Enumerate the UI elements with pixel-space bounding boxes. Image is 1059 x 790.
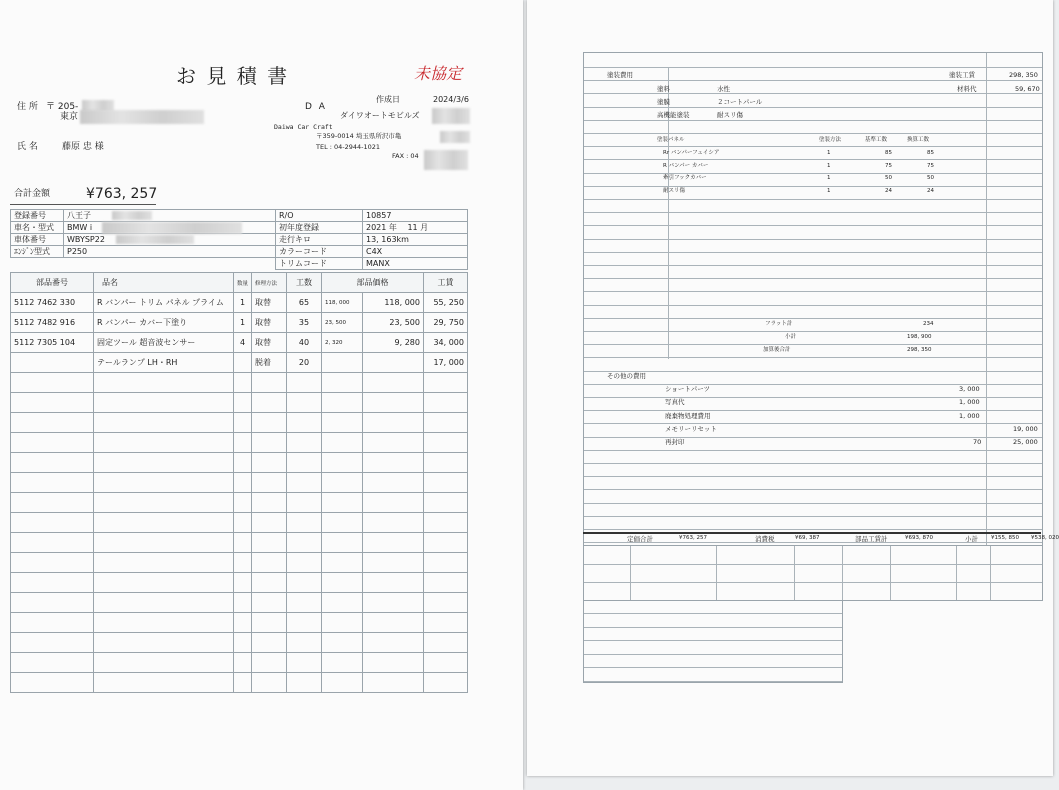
totals-value: ¥693, 870 — [905, 535, 933, 541]
part-number-cell — [11, 513, 94, 533]
labor-cell — [423, 393, 467, 413]
col-method: 修理方法 — [252, 273, 287, 293]
panel-col-method: 塗装方法 — [819, 137, 842, 143]
part-price-cell — [363, 613, 424, 633]
part-number-cell — [11, 673, 94, 693]
method-cell: 脱着 — [252, 353, 287, 373]
panel-method: 1 — [827, 187, 831, 194]
method-cell — [252, 653, 287, 673]
method-cell — [252, 493, 287, 513]
coat-label: 塗膜 — [657, 98, 670, 106]
postal-code: 〒 205- — [46, 102, 79, 112]
company-english-name: Daiwa Car Craft — [274, 123, 333, 131]
part-number-cell — [11, 413, 94, 433]
company-address: 〒359-0014 埼玉県所沢市亀 — [316, 132, 402, 140]
parts-row-empty — [11, 473, 468, 493]
date-value: 2024/3/6 — [433, 95, 469, 104]
part-number-cell — [11, 613, 94, 633]
item-name-cell: テールランプ LH・RH — [94, 353, 234, 373]
paint-section-label: 塗装費用 — [607, 71, 633, 79]
method-cell — [252, 553, 287, 573]
qty-cell — [234, 613, 252, 633]
col-hours: 工数 — [287, 273, 322, 293]
parts-row — [11, 293, 468, 313]
unit-price-cell — [322, 473, 363, 493]
labor-cell — [423, 533, 467, 553]
hours-cell — [287, 493, 322, 513]
vehicle-label: 初年度登録 — [276, 222, 363, 234]
method-cell — [252, 573, 287, 593]
unit-price-cell — [322, 633, 363, 653]
panel-converted-hours: 85 — [927, 150, 934, 156]
method-cell — [252, 413, 287, 433]
labor-cell: 17, 000 — [423, 353, 467, 373]
qty-cell — [234, 653, 252, 673]
part-number-cell — [11, 453, 94, 473]
company-fax: FAX : 04 — [392, 152, 419, 160]
parts-table — [10, 272, 468, 693]
high-function-value: 耐スリ傷 — [717, 111, 743, 119]
part-price-cell — [363, 353, 424, 373]
redacted-company — [432, 108, 470, 124]
hours-cell — [287, 413, 322, 433]
method-cell: 取替 — [252, 293, 287, 313]
paint-labor-value: 298, 350 — [1009, 71, 1038, 79]
labor-cell — [423, 373, 467, 393]
vehicle-value: 2021 年 11 月 — [363, 222, 468, 234]
other-item-amount: 19, 000 — [1013, 424, 1038, 433]
customer-name: 藤原 忠 様 — [62, 142, 104, 152]
other-item-price: 1, 000 — [959, 398, 980, 407]
vehicle-value: WBYSP22 — [64, 234, 276, 246]
redacted-company-address — [440, 131, 470, 143]
hours-cell — [287, 513, 322, 533]
part-price-cell: 23, 500 — [363, 313, 424, 333]
unit-price-cell: 118, 000 — [322, 293, 363, 313]
panel-base-hours: 85 — [885, 150, 892, 156]
unit-price-cell: 23, 500 — [322, 313, 363, 333]
parts-row-empty — [11, 433, 468, 453]
vehicle-value: C4X — [363, 246, 468, 258]
parts-row-empty — [11, 673, 468, 693]
unit-price-cell — [322, 513, 363, 533]
part-price-cell — [363, 413, 424, 433]
panel-method: 1 — [827, 175, 831, 181]
qty-cell: 1 — [234, 313, 252, 333]
part-price-cell — [363, 393, 424, 413]
unit-price-cell — [322, 613, 363, 633]
part-price-cell — [363, 373, 424, 393]
parts-row-empty — [11, 553, 468, 573]
part-price-cell — [363, 673, 424, 693]
item-name-cell: R バンパー トリム パネル プライム — [94, 293, 234, 313]
paint-subtotal-label: 小計 — [785, 334, 797, 340]
vehicle-label: R/O — [276, 210, 363, 222]
parts-row-empty — [11, 413, 468, 433]
hours-cell — [287, 553, 322, 573]
method-cell — [252, 453, 287, 473]
labor-cell — [423, 653, 467, 673]
hours-cell — [287, 533, 322, 553]
material-label: 材料代 — [957, 85, 977, 93]
parts-row — [11, 333, 468, 353]
item-name-cell — [94, 633, 234, 653]
item-name-cell — [94, 613, 234, 633]
estimate-page-2 — [527, 0, 1059, 776]
labor-cell: 34, 000 — [423, 333, 467, 353]
labor-cell — [423, 493, 467, 513]
part-number-cell: 5112 7305 104 — [11, 333, 94, 353]
other-item-name: 再封印 — [665, 438, 685, 447]
totals-value: ¥155, 850 — [991, 535, 1019, 541]
total-underline — [10, 204, 156, 205]
item-name-cell — [94, 653, 234, 673]
part-price-cell — [363, 453, 424, 473]
method-cell — [252, 373, 287, 393]
labor-cell — [423, 613, 467, 633]
vehicle-value: BMW i — [64, 222, 276, 234]
unit-price-cell — [322, 533, 363, 553]
panel-converted-hours: 75 — [927, 162, 934, 169]
hours-cell — [287, 593, 322, 613]
item-name-cell — [94, 553, 234, 573]
total-amount-value: ¥763, 257 — [86, 186, 158, 202]
qty-cell — [234, 633, 252, 653]
other-item-price: 1, 000 — [959, 411, 980, 420]
qty-cell — [234, 453, 252, 473]
labor-cell — [423, 513, 467, 533]
notes-grid — [583, 600, 843, 683]
company-name: ダイワオートモビルズ — [340, 111, 420, 120]
parts-row — [11, 353, 468, 373]
item-name-cell — [94, 673, 234, 693]
other-item-amount: 25, 000 — [1013, 438, 1038, 447]
document-title: お 見 積 書 — [176, 64, 290, 88]
totals-label: 小計 — [965, 535, 978, 543]
part-number-cell — [11, 373, 94, 393]
unit-price-cell — [322, 353, 363, 373]
adjusted-total-value: 298, 350 — [907, 347, 932, 353]
part-number-cell — [11, 433, 94, 453]
panel-method: 1 — [827, 162, 831, 169]
labor-cell — [423, 673, 467, 693]
part-price-cell — [363, 653, 424, 673]
panel-name: 牽引フックカバー — [663, 175, 707, 181]
qty-cell — [234, 673, 252, 693]
part-price-cell — [363, 433, 424, 453]
vehicle-value: 13, 163km — [363, 234, 468, 246]
part-price-cell — [363, 473, 424, 493]
date-label: 作成日 — [376, 95, 400, 104]
unit-price-cell — [322, 493, 363, 513]
address-label: 住 所 — [17, 102, 38, 112]
unit-price-cell — [322, 413, 363, 433]
part-number-cell — [11, 353, 94, 373]
labor-cell: 55, 250 — [423, 293, 467, 313]
hours-cell — [287, 613, 322, 633]
other-item-qty: 70 — [973, 438, 982, 447]
labor-cell — [423, 553, 467, 573]
qty-cell — [234, 533, 252, 553]
part-number-cell — [11, 473, 94, 493]
unit-price-cell — [322, 673, 363, 693]
labor-cell — [423, 473, 467, 493]
qty-cell — [234, 573, 252, 593]
parts-row-empty — [11, 633, 468, 653]
item-name-cell — [94, 473, 234, 493]
qty-cell — [234, 473, 252, 493]
high-function-label: 高機能塗装 — [657, 111, 690, 119]
panel-method: 1 — [827, 150, 831, 156]
item-name-cell — [94, 573, 234, 593]
parts-row-empty — [11, 373, 468, 393]
unit-price-cell — [322, 453, 363, 473]
panel-col-base: 基準工数 — [865, 137, 888, 143]
vehicle-label: 車体番号 — [11, 234, 64, 246]
item-name-cell — [94, 493, 234, 513]
parts-row-empty — [11, 533, 468, 553]
adjusted-total-label: 加算後合計 — [763, 347, 791, 353]
parts-row-empty — [11, 493, 468, 513]
part-number-cell — [11, 493, 94, 513]
hours-cell — [287, 573, 322, 593]
panel-name: R バンパー カバー — [663, 162, 709, 169]
qty-cell — [234, 393, 252, 413]
unit-price-cell — [322, 593, 363, 613]
unagreed-stamp: 未協定 — [414, 64, 463, 83]
totals-row — [583, 534, 1059, 546]
parts-row-empty — [11, 513, 468, 533]
unit-price-cell — [322, 433, 363, 453]
qty-cell — [234, 553, 252, 573]
qty-cell — [234, 593, 252, 613]
hours-cell: 65 — [287, 293, 322, 313]
totals-label: 部品工賃計 — [855, 535, 888, 543]
labor-cell — [423, 433, 467, 453]
qty-cell: 1 — [234, 293, 252, 313]
part-price-cell: 9, 280 — [363, 333, 424, 353]
totals-label: 消費税 — [755, 535, 775, 543]
hours-cell — [287, 473, 322, 493]
vehicle-value: P250 — [64, 246, 276, 258]
unit-price-cell — [322, 573, 363, 593]
parts-row-empty — [11, 613, 468, 633]
other-costs-label: その他の費用 — [607, 372, 646, 380]
panel-name: Rr バンパーフェイシア — [663, 150, 720, 156]
panel-converted-hours: 24 — [927, 187, 934, 194]
part-number-cell — [11, 533, 94, 553]
part-price-cell — [363, 533, 424, 553]
labor-cell — [423, 413, 467, 433]
estimate-page-1 — [0, 0, 523, 790]
part-price-cell — [363, 573, 424, 593]
unit-price-cell — [322, 373, 363, 393]
redacted-fax — [424, 150, 468, 170]
col-part-no: 部品番号 — [11, 273, 94, 293]
method-cell — [252, 513, 287, 533]
method-cell — [252, 633, 287, 653]
item-name-cell: 固定ツール 超音波センサー — [94, 333, 234, 353]
col-labor: 工賃 — [423, 273, 467, 293]
totals-grid — [583, 546, 1043, 601]
vehicle-label: カラーコード — [276, 246, 363, 258]
redacted-address — [80, 110, 204, 124]
paint-cost-grid — [583, 52, 1043, 546]
panel-converted-hours: 50 — [927, 175, 934, 181]
method-cell — [252, 593, 287, 613]
other-item-name: 写真代 — [665, 398, 685, 407]
method-cell: 取替 — [252, 313, 287, 333]
da-label: D A — [305, 102, 327, 112]
vehicle-label: 走行キロ — [276, 234, 363, 246]
part-number-cell — [11, 653, 94, 673]
part-number-cell: 5112 7482 916 — [11, 313, 94, 333]
labor-cell: 29, 750 — [423, 313, 467, 333]
parts-row-empty — [11, 593, 468, 613]
hours-cell: 40 — [287, 333, 322, 353]
item-name-cell — [94, 453, 234, 473]
item-name-cell: R バンパー カバー下塗り — [94, 313, 234, 333]
method-cell — [252, 433, 287, 453]
panel-col-converted: 換算工数 — [907, 137, 930, 143]
paint-type-label: 塗料 — [657, 85, 670, 93]
qty-cell — [234, 493, 252, 513]
vehicle-label: トリムコード — [276, 258, 363, 270]
unit-price-cell — [322, 653, 363, 673]
hours-cell — [287, 373, 322, 393]
parts-row-empty — [11, 453, 468, 473]
panel-name: 耐スリ傷 — [663, 187, 686, 194]
part-price-cell — [363, 553, 424, 573]
hours-cell: 35 — [287, 313, 322, 333]
vehicle-label: 登録番号 — [11, 210, 64, 222]
other-item-price: 3, 000 — [959, 385, 980, 393]
vehicle-label: ｴﾝｼﾞﾝ型式 — [11, 246, 64, 258]
panel-base-hours: 50 — [885, 175, 892, 181]
paint-labor-label: 塗装工賃 — [949, 71, 975, 79]
vehicle-value: MANX — [363, 258, 468, 270]
parts-row-empty — [11, 393, 468, 413]
parts-row-empty — [11, 653, 468, 673]
qty-cell — [234, 513, 252, 533]
paint-type-value: 水性 — [717, 85, 730, 93]
item-name-cell — [94, 373, 234, 393]
paint-subtotal-value: 198, 900 — [907, 334, 932, 340]
method-cell — [252, 393, 287, 413]
panel-base-hours: 75 — [885, 162, 892, 169]
qty-cell — [234, 413, 252, 433]
name-label: 氏 名 — [17, 142, 38, 152]
hours-cell: 20 — [287, 353, 322, 373]
qty-cell — [234, 373, 252, 393]
panel-base-hours: 24 — [885, 187, 892, 194]
totals-label: 定価合計 — [627, 535, 653, 543]
part-price-cell: 118, 000 — [363, 293, 424, 313]
labor-cell — [423, 573, 467, 593]
other-item-name: 廃棄物処理費用 — [665, 411, 711, 420]
vehicle-value: 10857 — [363, 210, 468, 222]
part-price-cell — [363, 493, 424, 513]
labor-cell — [423, 453, 467, 473]
item-name-cell — [94, 513, 234, 533]
unit-price-cell: 2, 320 — [322, 333, 363, 353]
hours-cell — [287, 633, 322, 653]
totals-value: ¥69, 387 — [795, 535, 820, 541]
method-cell — [252, 673, 287, 693]
coat-value: ２コートパール — [717, 98, 763, 106]
method-cell — [252, 533, 287, 553]
part-number-cell — [11, 633, 94, 653]
part-price-cell — [363, 513, 424, 533]
method-cell — [252, 473, 287, 493]
qty-cell — [234, 433, 252, 453]
col-item-name: 品名 — [94, 273, 234, 293]
other-item-name: メモリーリセット — [665, 424, 717, 433]
unit-price-cell — [322, 393, 363, 413]
address-city: 東京 — [60, 112, 79, 122]
vehicle-value: 八王子 — [64, 210, 276, 222]
vehicle-label: 車名・型式 — [11, 222, 64, 234]
part-number-cell — [11, 393, 94, 413]
part-price-cell — [363, 593, 424, 613]
labor-cell — [423, 593, 467, 613]
hours-cell — [287, 433, 322, 453]
panel-col-panel: 塗装パネル — [657, 137, 685, 143]
item-name-cell — [94, 593, 234, 613]
parts-row-empty — [11, 573, 468, 593]
flat-total-value: 234 — [923, 321, 934, 327]
other-item-name: ショートパーツ — [665, 385, 710, 393]
unit-price-cell — [322, 553, 363, 573]
hours-cell — [287, 673, 322, 693]
col-part-price: 部品価格 — [322, 273, 424, 293]
hours-cell — [287, 453, 322, 473]
company-tel: TEL : 04-2944-1021 — [316, 143, 381, 151]
col-qty: 数量 — [234, 273, 252, 293]
hours-cell — [287, 653, 322, 673]
item-name-cell — [94, 393, 234, 413]
qty-cell — [234, 353, 252, 373]
totals-value: ¥538, 020 — [1031, 535, 1059, 541]
vehicle-info-table — [10, 209, 468, 270]
qty-cell: 4 — [234, 333, 252, 353]
flat-total-label: フラット計 — [765, 321, 793, 327]
part-number-cell — [11, 553, 94, 573]
method-cell: 取替 — [252, 333, 287, 353]
part-number-cell: 5112 7462 330 — [11, 293, 94, 313]
method-cell — [252, 613, 287, 633]
part-number-cell — [11, 573, 94, 593]
total-amount-label: 合計金額 — [14, 189, 51, 199]
part-number-cell — [11, 593, 94, 613]
totals-value: ¥763, 257 — [679, 535, 707, 541]
material-value: 59, 670 — [1015, 85, 1040, 93]
part-price-cell — [363, 633, 424, 653]
item-name-cell — [94, 533, 234, 553]
labor-cell — [423, 633, 467, 653]
parts-row — [11, 313, 468, 333]
item-name-cell — [94, 413, 234, 433]
item-name-cell — [94, 433, 234, 453]
hours-cell — [287, 393, 322, 413]
